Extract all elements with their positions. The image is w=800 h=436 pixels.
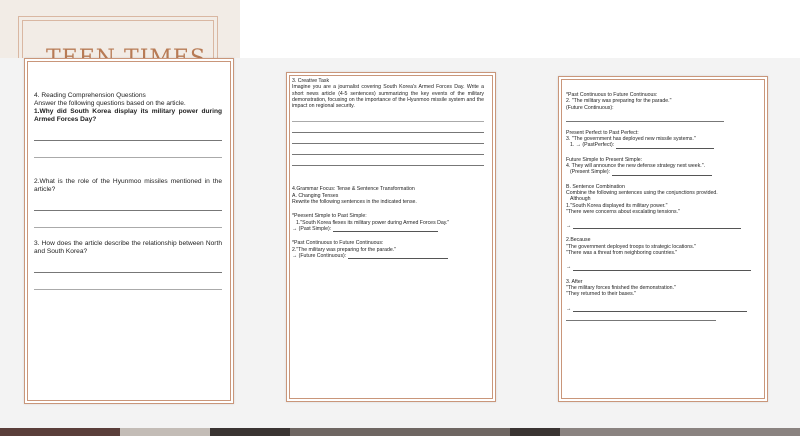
worksheet-page-2[interactable] [286, 72, 496, 402]
answer-blank[interactable] [573, 266, 751, 271]
future-simple-title: Future Simple to Present Simple: [566, 156, 643, 163]
combination-2-sentence-1: "The government deployed troops to strategic locations." [566, 243, 696, 250]
answer-line[interactable] [292, 165, 484, 166]
page-content [34, 92, 222, 396]
grammar-heading: 4.Grammar Focus: Tense & Sentence Transformation [292, 186, 415, 193]
question-3: 3. How does the article describe the relationship between North and South Korea? [34, 240, 222, 255]
combination-2-conjunction: 2.Because [566, 237, 591, 244]
answer-line[interactable] [292, 132, 484, 133]
question-2: 2.What is the role of the Hyunmoo missiles mentioned in the article? [34, 178, 222, 193]
past-continuous-sentence: 2. "The military was preparing for the parade." [566, 98, 672, 105]
task-text: Imagine you are a journalist covering South Korea's Armed Forces Day. Write a short news article (4-5 sentences) summarizing the key events of the military demonstration, focusing on the importance of the Hyunmoo missile system and the impact on regional security. [292, 84, 484, 110]
instruction-text: Answer the following questions based on the article. [34, 100, 186, 107]
exercise-2-answer[interactable] [292, 253, 484, 259]
combination-3-conjunction: 3. After [566, 278, 583, 285]
past-continuous-title: *Past Continuous to Future Continuous: [566, 92, 658, 98]
answer-line[interactable] [566, 320, 716, 321]
section-heading: 4. Reading Comprehension Questions [34, 92, 146, 99]
preview-segment [120, 428, 210, 436]
answer-blank[interactable] [573, 224, 741, 229]
combination-1-sentence-2: "There were concerns about escalating tensions." [566, 208, 680, 215]
answer-line[interactable] [292, 121, 484, 122]
answer-line[interactable] [566, 121, 724, 122]
past-continuous-answer-label: (Future Continuous): [566, 104, 614, 111]
arrow-icon: → [566, 223, 572, 230]
answer-label: → (Past Simple): [292, 225, 332, 232]
answer-line[interactable] [34, 272, 222, 273]
preview-segment [0, 428, 120, 436]
exercise-2-title: *Past Continuous to Future Continuous: [292, 240, 384, 247]
present-perfect-title: Present Perfect to Past Perfect: [566, 129, 639, 136]
page-strip [0, 58, 800, 428]
answer-label: → (Future Continuous): [292, 252, 347, 259]
exercise-2-sentence: 2."The military was preparing for the parade." [292, 246, 397, 253]
next-page-preview-bar [0, 428, 800, 436]
section-b-instruction: Combine the following sentences using the conjunctions provided. [566, 189, 718, 196]
question-1: 1.Why did South Korea display its military power during Armed Forces Day? [34, 108, 222, 123]
answer-label: 1. → (PastPerfect): [570, 142, 615, 149]
present-perfect-answer[interactable] [566, 142, 760, 148]
combination-3-sentence-2: "They returned to their bases." [566, 291, 637, 298]
combination-2-answer[interactable] [566, 264, 760, 270]
answer-line[interactable] [292, 143, 484, 144]
exercise-1-sentence: 1."South Korea flexes its military power during Armed Forces Day." [296, 219, 450, 226]
task-heading: 3. Creative Task [292, 78, 330, 84]
answer-label: (Present Simple): [570, 169, 611, 176]
combination-3-answer[interactable] [566, 306, 760, 312]
preview-segment [560, 428, 800, 436]
previous-page-thumbnail[interactable] [0, 0, 240, 58]
answer-blank[interactable] [573, 307, 747, 312]
answer-blank[interactable] [616, 144, 714, 149]
answer-blank[interactable] [348, 254, 448, 259]
answer-line[interactable] [34, 227, 222, 228]
arrow-icon: → [566, 264, 572, 271]
answer-line[interactable] [34, 289, 222, 290]
answer-blank[interactable] [333, 227, 438, 232]
section-b-heading: B. Sentence Combination [566, 183, 625, 190]
answer-blank[interactable] [612, 171, 712, 176]
answer-line[interactable] [34, 210, 222, 211]
page-content [292, 78, 484, 394]
worksheet-page-3[interactable] [558, 76, 768, 402]
page-content [566, 92, 760, 394]
section-a-heading: A. Changing Tenses [292, 192, 339, 199]
combination-1-sentence-1: 1."South Korea displayed its military power." [566, 202, 668, 209]
present-perfect-sentence: 3. "The government has deployed new missile systems." [566, 136, 696, 143]
future-simple-answer[interactable] [566, 169, 760, 175]
answer-line[interactable] [292, 154, 484, 155]
worksheet-page-1[interactable] [24, 58, 234, 404]
combination-1-conjunction: Although [570, 196, 591, 203]
combination-2-sentence-2: "There was a threat from neighboring countries." [566, 250, 678, 257]
arrow-icon: → [566, 305, 572, 312]
preview-segment [290, 428, 510, 436]
answer-line[interactable] [34, 140, 222, 141]
exercise-1-answer[interactable] [292, 226, 484, 232]
future-simple-sentence: 4. They will announce the new defense strategy next week.". [566, 163, 706, 170]
answer-line[interactable] [34, 157, 222, 158]
combination-1-answer[interactable] [566, 223, 760, 229]
exercise-1-title: *Peesent Simple to Past Simple: [292, 213, 367, 220]
rewrite-instruction: Rewrite the following sentences in the indicated tense. [292, 199, 417, 206]
combination-3-sentence-1: "The military forces finished the demonstration." [566, 284, 676, 291]
